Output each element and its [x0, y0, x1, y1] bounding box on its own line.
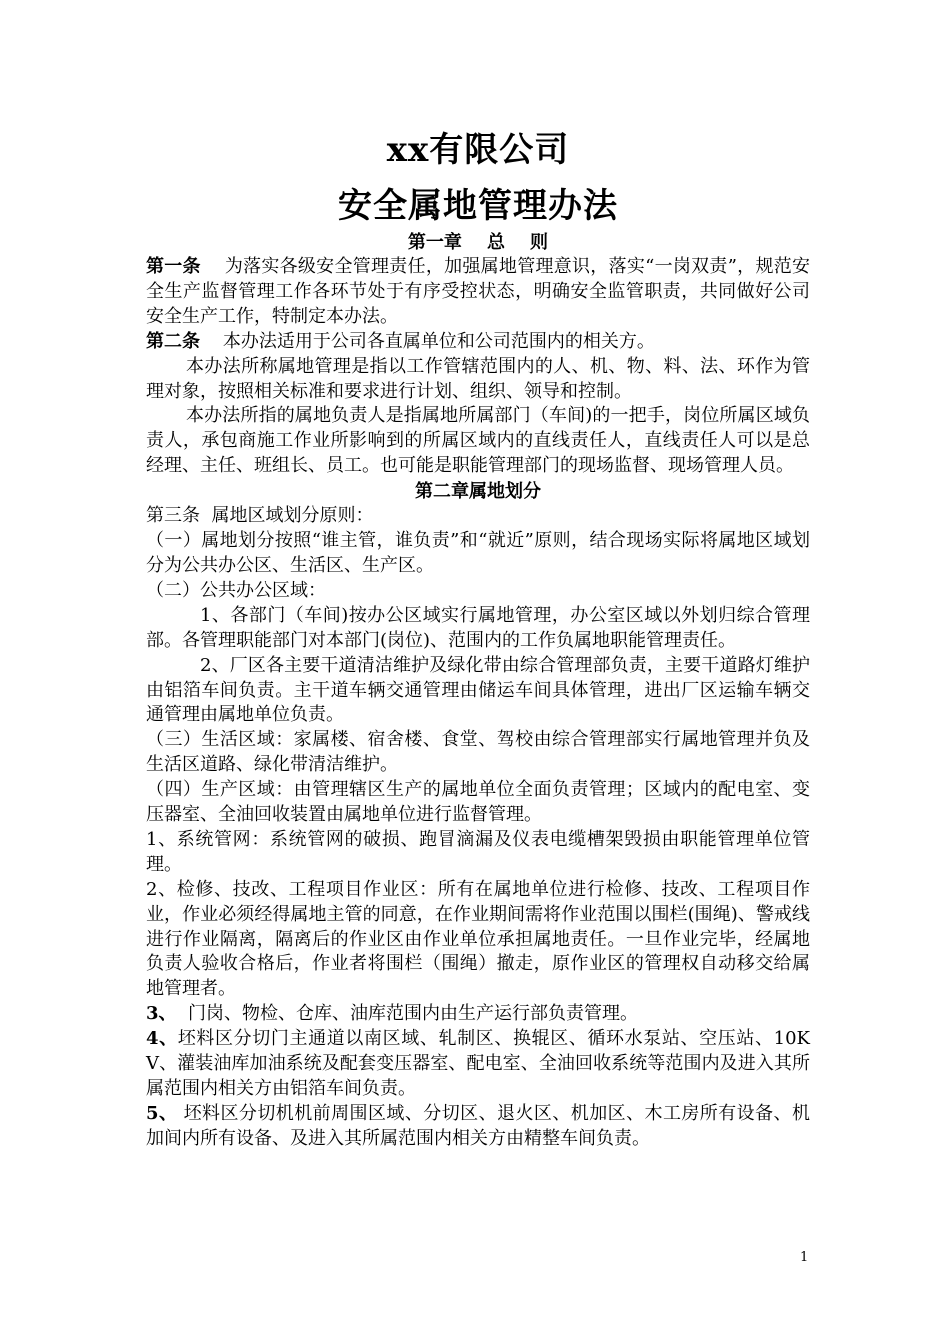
document-title-company: xx有限公司 — [386, 130, 570, 170]
item-3: （三）生活区域：家属楼、宿舍楼、食堂、驾校由综合管理部实行属地管理并负及生活区道路、绿化带清洁维护。 — [146, 729, 810, 776]
chapter-heading-1: 第一章 总 则 — [407, 232, 549, 253]
item-4: （四）生产区域：由管理辖区生产的属地单位全面负责管理；区域内的配电室、变压器室、全油回收装置由属地单位进行监督管理。 — [146, 779, 810, 826]
paragraph-responsible-definition: 本办法所指的属地负责人是指属地所属部门（车间)的一把手，岗位所属区域负责人，承包商施工作业所影响到的所属区域内的直线责任人，直线责任人可以是总经理、主任、班组长、员工。也可能是职能管理部门的现场监督、现场管理人员。 — [146, 405, 810, 477]
item-4-4-text: 坯料区分切门主通道以南区域、轧制区、换辊区、循环水泵站、空压站、10KV、灌装油库加油系统及配套变压器室、配电室、全油回收系统等范围内及进入其所属范围内相关方由铝箔车间负责。 — [146, 1028, 810, 1099]
item-2-1: 1、各部门（车间)按办公区域实行属地管理，办公室区域以外划归综合管理部。各管理职能部门对本部门(岗位)、范围内的工作负属地职能管理责任。 — [146, 604, 810, 651]
article-1 — [146, 255, 810, 330]
item-4-5-text: 坯料区分切机机前周围区域、分切区、退火区、机加区、木工房所有设备、机加间内所有设备、及进入其所属范围内相关方由精整车间负责。 — [146, 1102, 810, 1149]
page-number: 1 — [800, 1250, 809, 1265]
item-2-2: 2、厂区各主要干道清洁维护及绿化带由综合管理部负责，主要干道路灯维护由铝箔车间负责。主干道车辆交通管理由储运车间具体管理，进出厂区运输车辆交通管理由属地单位负责。 — [146, 654, 810, 726]
article-2 — [146, 330, 810, 355]
article-2-text: 本办法适用于公司各直属单位和公司范围内的相关方。 — [200, 330, 655, 352]
item-4-3-label: 3、 — [146, 1003, 177, 1025]
article-3: 第三条 属地区域划分原则： — [146, 505, 374, 527]
document-title: 安全属地管理办法 — [338, 186, 618, 226]
article-2-label: 第二条 — [146, 330, 200, 352]
item-1: （一）属地划分按照“谁主管，谁负责”和“就近”原则，结合现场实际将属地区域划分为公共办公区、生活区、生产区。 — [146, 530, 810, 576]
item-2: （二）公共办公区域： — [146, 579, 326, 601]
item-4-4 — [146, 1027, 810, 1102]
item-4-3-text: 门岗、物检、仓库、油库范围内由生产运行部负责管理。 — [176, 1003, 638, 1025]
item-4-3 — [146, 1002, 810, 1027]
item-4-5-label: 5、 — [146, 1102, 178, 1124]
item-4-2: 2、检修、技改、工程项目作业区：所有在属地单位进行检修、技改、工程项目作业，作业必须经得属地主管的同意，在作业期间需将作业范围以围栏(围绳)、警戒线进行作业隔离，隔离后的作业区由作业单位承担属地责任。一旦作业完毕，经属地负责人验收合格后，作业者将围栏（围绳）撤走，原作业区的管理权自动移交给属地管理者。 — [146, 878, 810, 1000]
paragraph-territory-definition: 本办法所称属地管理是指以工作管辖范围内的人、机、物、料、法、环作为管理对象，按照相关标准和要求进行计划、组织、领导和控制。 — [146, 355, 810, 402]
article-1-label: 第一条 — [146, 256, 201, 277]
item-4-4-label: 4、 — [146, 1028, 178, 1050]
item-4-1: 1、系统管网：系统管网的破损、跑冒滴漏及仪表电缆槽架毁损由职能管理单位管理。 — [146, 828, 810, 875]
chapter-heading-2: 第二章属地划分 — [415, 481, 541, 503]
article-1-text: 为落实各级安全管理责任，加强属地管理意识，落实“一岗双责”，规范安全生产监督管理工作各环节处于有序受控状态，明确安全监管职责，共同做好公司安全生产工作，特制定本办法。 — [146, 256, 810, 327]
document-page — [146, 120, 810, 1152]
item-4-5 — [146, 1102, 810, 1152]
